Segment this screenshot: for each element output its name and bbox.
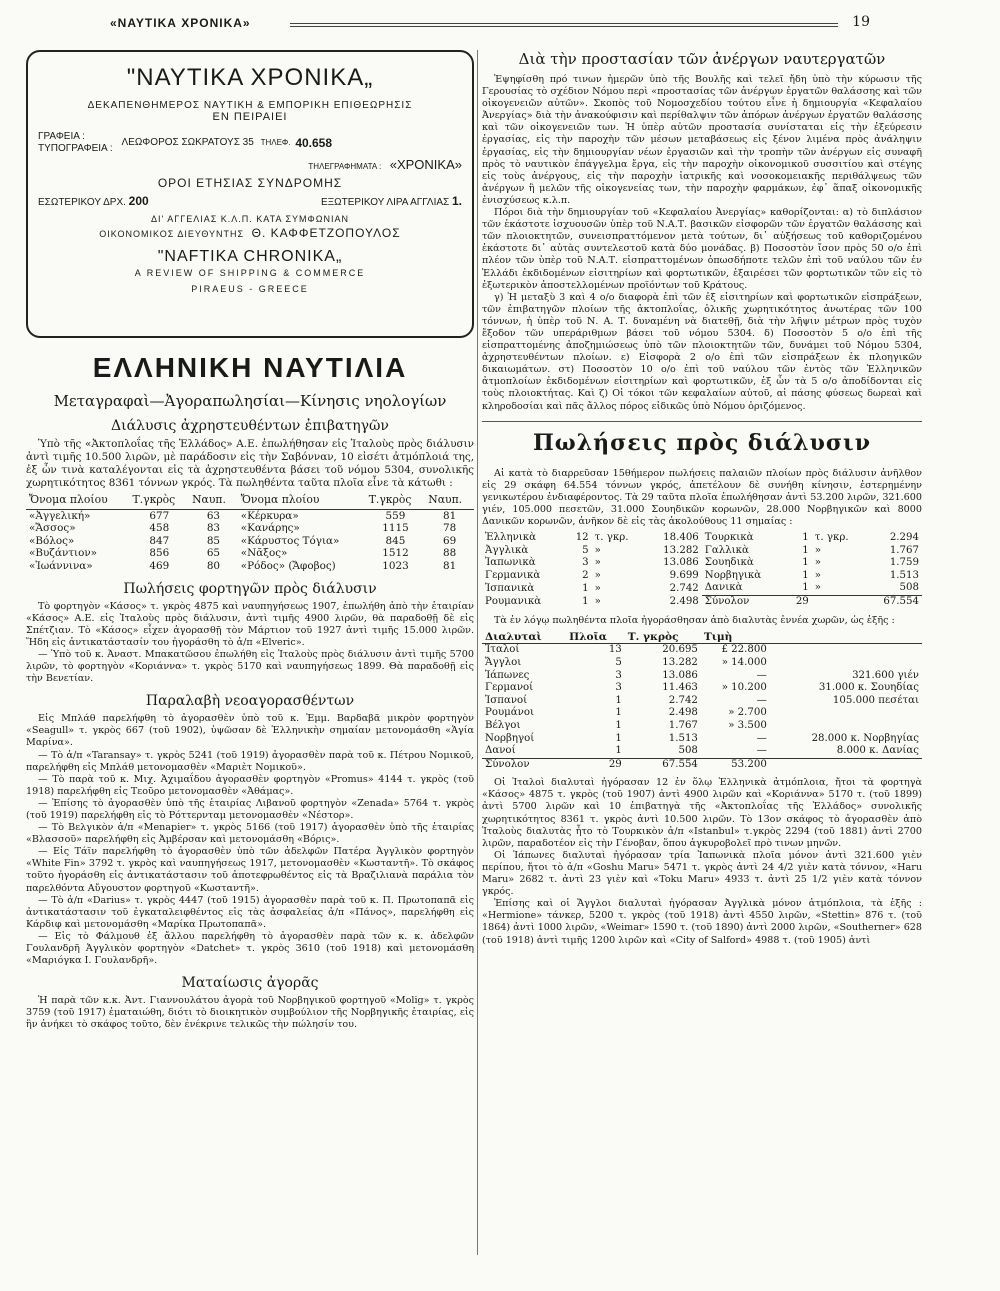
- cell: 3: [615, 669, 622, 681]
- paragraph: — Εἰς Τάϊν παρελήφθη τὸ ἀγορασθὲν ὑπὸ τῶν ἀδελφῶν Πατέρα Ἀγγλικὸν φορτηγὸν «White Fin» 3792 τ. γκρὸς καὶ ναυπηγήσεως 1917, μετονομασθὲν «Κωσταντῆ». Τὸ σκάφος τοῦτο ἠγοράσθη εἰς ἀντικατάστασιν τοῦ ἀποτεφρωθέντος εἰς τὰ Βραζιλιανὰ παράλια τὸν παρελθόντα Αὔγουστον φορτηγοῦ «Κωσταντῆ».: [26, 846, 474, 894]
- cell: 1: [582, 595, 589, 607]
- paragraph: Αἱ κατὰ τὸ διαρρεῦσαν 15θήμερον πωλήσεις παλαιῶν πλοίων πρὸς διάλυσιν ἀνῆλθον εἰς 29 σκάφη 64.554 τόννων γκρός, ἀπετέλουν δὲ συνήθη κίνησιν, ἐστερημένην γενικωτέρου ἐνδιαφέροντος. Τὰ 29 ταῦτα πλοῖα ἐπωλήθησαν ἀντὶ 53.200 λιρῶν, 321.600 γιέν, 105.000 πεσετῶν, 31.000 Σουηδικῶν κορωνῶν, 28.000 Νορβηγικῶν καὶ 8000 Δανικῶν κορωνῶν, ἀνῆκον δὲ εἰς τὰς ἀκολούθους 11 σημαίας :: [482, 467, 922, 527]
- masthead-latin-title: "NAFTIKA CHRONIKA„: [157, 248, 343, 265]
- masthead-telegram: [38, 157, 462, 172]
- cell: Ἰάπωνες: [485, 669, 530, 681]
- table-row: [482, 745, 922, 758]
- left-column: [26, 50, 474, 1031]
- col-header: Τιμὴ: [701, 631, 770, 644]
- col-header: Ὄνομα πλοίου: [238, 494, 366, 509]
- cell: 18.406: [663, 532, 699, 544]
- heading-dialysis: Διάλυσις ἀχρηστευθέντων ἐπιβατηγῶν: [111, 418, 389, 434]
- cell: Δανικὰ: [704, 582, 743, 594]
- cell: «Βόλος»: [29, 534, 75, 547]
- cell: Ρουμάνοι: [485, 707, 535, 719]
- table-row: [482, 682, 922, 695]
- cell: 2.498: [669, 595, 699, 607]
- cell: Σύνολον: [702, 596, 786, 609]
- table-row: [482, 596, 922, 609]
- cell: Ἄγγλοι: [485, 656, 522, 668]
- cell: 1115: [382, 522, 409, 535]
- paragraph: — Τὸ παρὰ τοῦ κ. Μιχ. Ἀχιμαΐδου ἀγορασθὲν φορτηγὸν «Promus» 4144 τ. γκρὸς (τοῦ 1918) παρελήφθη εἰς Τεοῦρο μετονομασθὲν «Ἀθάμας».: [26, 773, 474, 797]
- cell: Τουρκικὰ: [704, 532, 754, 544]
- table-row: [26, 547, 474, 560]
- cell: »: [594, 595, 601, 607]
- cell: 1.513: [668, 732, 698, 744]
- domestic-price: [38, 194, 149, 208]
- table-row: [482, 733, 922, 746]
- cell: »: [814, 569, 822, 581]
- cell: 1: [802, 582, 809, 594]
- section-rule: [482, 421, 922, 422]
- table-row: [482, 644, 922, 657]
- col-header: Τ. γκρὸς: [625, 631, 701, 644]
- col-header: [770, 631, 922, 644]
- cell: 67.554: [866, 596, 922, 609]
- heading-prostasia: Διὰ τὴν προστασίαν τῶν ἀνέργων ναυτεργατῶν: [518, 50, 886, 68]
- cell: 1: [802, 569, 809, 581]
- cell: 3: [582, 557, 589, 569]
- cell: 29: [566, 758, 625, 771]
- cell: 85: [206, 534, 221, 547]
- running-head: [110, 14, 870, 36]
- cell: 1023: [382, 559, 409, 572]
- table-total-row: [482, 758, 922, 771]
- cell: 83: [206, 522, 221, 535]
- table-row: [482, 695, 922, 708]
- table-row: [482, 670, 922, 683]
- cell: 845: [385, 534, 406, 547]
- cell: «Ἰωάννινα»: [29, 559, 93, 572]
- cell: 2.498: [668, 707, 698, 719]
- ships-table: [26, 494, 474, 573]
- cell: 1: [582, 582, 589, 594]
- table-row: [26, 509, 474, 522]
- cell: 847: [149, 534, 170, 547]
- table-row: [482, 720, 922, 733]
- cell: 80: [206, 559, 221, 572]
- subscription-prices: [38, 194, 462, 208]
- table-row: [482, 532, 922, 545]
- cell: 105.000 πεσέται: [832, 694, 919, 706]
- cell: 88: [443, 547, 457, 560]
- cell: 1512: [382, 547, 409, 560]
- cell: Νορβηγοί: [485, 732, 535, 744]
- cell: »: [814, 557, 822, 569]
- cell: 53.200: [701, 758, 770, 771]
- phone-number: 40.658: [295, 136, 333, 150]
- cell: Γερμανοί: [485, 682, 534, 694]
- cell: Ρουμανικὰ: [485, 595, 542, 607]
- cell: 508: [678, 745, 698, 757]
- masthead-latin-city: PIRAEUS - GREECE: [191, 284, 309, 294]
- table-row: [482, 557, 922, 570]
- cell: 2: [582, 569, 589, 581]
- cell: —: [756, 745, 767, 757]
- buyers-table-header: [482, 631, 922, 644]
- cell: 65: [206, 547, 221, 560]
- cell: 469: [149, 559, 170, 572]
- cell: » 10.200: [721, 682, 767, 694]
- cell: 1.513: [889, 569, 919, 581]
- cell: 81: [443, 559, 457, 572]
- cell: 13.086: [663, 557, 699, 569]
- cell: Γαλλικὰ: [704, 544, 749, 556]
- cell: Ἰταλοί: [485, 644, 520, 656]
- table-row: [26, 522, 474, 535]
- right-column: [482, 50, 922, 947]
- cell: 13.282: [662, 656, 698, 668]
- telegram-label: ΤΗΛΕΓΡΑΦΗΜΑΤΑ :: [308, 162, 382, 171]
- cell: 1: [802, 557, 809, 569]
- cell: 69: [443, 534, 457, 547]
- col-header: Τ.γκρὸς: [130, 494, 190, 509]
- cell: »: [594, 582, 601, 594]
- paragraph: Εἰς Μπλάθ παρελήφθη τὸ ἀγορασθὲν ὑπὸ τοῦ κ. Ἐμμ. Βαρδαβᾶ μικρὸν φορτηγὸν «Seagull» τ. γκρὸς 667 (τοῦ 1902), ὑψῶσαν δὲ Ἑλληνικὴν σημαίαν μετονομάσθη «Ἁγία Μαρίνα».: [26, 713, 474, 749]
- offices-label: ΓΡΑΦΕΙΑ : ΤΥΠΟΓΡΑΦΕΙΑ :: [38, 131, 113, 154]
- paragraph: Οἱ Ἰταλοὶ διαλυταὶ ἠγόρασαν 12 ἐν ὅλῳ Ἑλληνικὰ ἀτμόπλοια, ἤτοι τὰ φορτηγὰ «Κάσος» 4875 τ. γκρὸς (τοῦ 1907) ἀντὶ 4900 λιρῶν καὶ «Κοριάννα» 5170 τ. (τοῦ 1899) ἀντὶ 5700 λιρῶν καὶ 10 ἐπιβατηγὰ τῆς «Ἀκτοπλοΐας τῆς Ἑλλάδος» συνολικῆς χωρητικότητος 8361 τ. γκρὸς ἀντὶ 10.500 λιρῶν. Τὸ 13ον σκάφος τὸ ἀγορασθὲν ἀπὸ Ἰταλοὺς διαλυτὰς ἦτο τὸ Τουρκικὸν ἀ/π «Istanbul» τ.γκρὸς 2294 (τοῦ 1881) ἀντὶ 2700 λιρῶν, παραδοτέον εἰς τὴν Γένοβαν, ὅπου ἀγκυροβολεῖ πρὸ τινων μηνῶν.: [482, 777, 922, 849]
- cell: 8.000 κ. Δανίας: [836, 745, 919, 757]
- table-row: [482, 582, 922, 595]
- cell: «Βυζάντιον»: [29, 547, 98, 560]
- table-row: [482, 707, 922, 720]
- cell: 458: [149, 522, 170, 535]
- cell: 9.699: [669, 569, 699, 581]
- offices-address: ΛΕΩΦΟΡΟΣ ΣΩΚΡΑΤΟΥΣ 35: [121, 137, 254, 148]
- cell: 13.282: [663, 544, 699, 556]
- cell: »: [594, 557, 601, 569]
- cell: » 2.700: [728, 707, 767, 719]
- cell: 67.554: [625, 758, 701, 771]
- page-number: 19: [852, 14, 870, 30]
- section-subtitle: Μεταγραφαὶ—Ἀγοραπωλησίαι—Κίνησις νηολογίων: [53, 392, 447, 410]
- table-row: [482, 545, 922, 558]
- paragraph: — Ἐπίσης τὸ ἀγορασθὲν ὑπὸ τῆς ἑταιρίας Λιβανοῦ φορτηγὸν «Zenada» 5764 τ. γκρὸς (τοῦ 1919) παρελήφθη εἰς τὸ Ρόττερνταμ μετονομασθὲν «Νέστορ».: [26, 797, 474, 821]
- cell: [770, 644, 922, 657]
- phone-label: ΤΗΛΕΦ.: [260, 138, 291, 147]
- cell: Ἰσπανοί: [485, 694, 528, 706]
- cell: 508: [899, 582, 919, 594]
- nations-table: [482, 532, 922, 609]
- col-header: Ναυπ.: [189, 494, 238, 509]
- paragraph: — Τὸ ἀ/π «Darius» τ. γκρὸς 4447 (τοῦ 1915) ἀγορασθὲν παρὰ τοῦ κ. Π. Πρωτοπαπᾶ εἰς ἀντικατάστασιν τοῦ ἐγκαταλειφθέντος εἰς τὰς ἀσφαλείας ἀ/π «Πάνος», παρελήφθη εἰς Κάρδιφ καὶ μετονομάσθη «Μαρίκα Πρωτοπαπᾶ».: [26, 894, 474, 930]
- cell: Σύνολον: [482, 758, 566, 771]
- paragraph: Οἱ Ἰάπωνες διαλυταὶ ἠγόρασαν τρία Ἰαπωνικὰ πλοῖα μόνον ἀντὶ 321.600 γιὲν περίπου, ἤτοι τὸ ἀ/π «Goshu Maru» 5471 τ. γκρὸς ἀντὶ 24 4/2 γιὲν κατὰ τόννον, «Haru Maru» 2682 τ. ἀντὶ 23 γιὲν καὶ «Toku Maru» 4933 τ. ἀντὶ 25 1/2 γιὲν κατὰ τόννον γκρός.: [482, 849, 922, 898]
- col-header: Διαλυταὶ: [482, 631, 566, 644]
- cell: Βέλγοι: [485, 719, 521, 731]
- paragraph: Ἐψηφίσθη πρό τινων ἡμερῶν ὑπὸ τῆς Βουλῆς καὶ τελεῖ ἤδη ὑπὸ τὴν κύρωσιν τῆς Γερουσίας τὸ σχέδιον Νόμου περὶ «προστασίας τῶν ἀνέργων ἐργατῶν θαλάσσης καὶ τῶν οἰκογενειῶν αὐτῶν». Σκοπὸς τοῦ Νομοσχεδίου τούτου εἶνε ἡ δημιουργία «Κεφαλαίου Ἀνεργίας» διὰ τὴν ἀνακούφισιν καὶ περίθαλψιν τῶν ἀπόρων ἀνέργων ἐργατῶν θαλάσσης καὶ τῶν οἰκογενειῶν των. Ἡ ὑπὲρ αὐτῶν προστασία συνίσταται εἰς τὴν ἐξεύρεσιν ἐργασίας, εἰς τὴν παροχὴν τῶν μέσων μεταβάσεως εἰς ξένον λιμένα πρὸς ἀνάληψιν ἐργασίας, εἰς τὴν δημιουργίαν νέων ἐργασιῶν καὶ τὴν τροπὴν τῶν ἀνέργων εἰς συναφῆ πρὸς τὸ ναυτικὸν ἐπάγγελμα ἔργα, εἰς τὴν παροχὴν οἰκονομικοῦ συσσιτίου καὶ στέγης εἰς τοὺς ἀνέργους, εἰς τὴν παροχὴν ἰατρικῆς καὶ νοσοκομειακῆς περιθάλψεως τῶν ἀνέργων ἢ μελῶν τῆς οἰκογενείας των, τὴν παροχὴν φαρμάκων, ἐφ᾽ ἅπαξ οἰκονομικῆς ἐνισχύσεως κ.λ.π.: [482, 74, 922, 206]
- cell: [770, 657, 922, 670]
- cell: 63: [206, 509, 221, 522]
- cell: 1: [615, 732, 622, 744]
- cell: «Κέρκυρα»: [240, 509, 299, 522]
- cell: —: [756, 694, 767, 706]
- col-header: Τ.γκρὸς: [366, 494, 426, 509]
- cell: Ἰσπανικὰ: [485, 582, 535, 594]
- cell: »: [594, 569, 601, 581]
- paragraph: — Εἰς τὸ Φάλμουθ ἐξ ἄλλου παρελήφθη τὸ ἀγορασθὲν παρὰ τῶν κ. κ. ἀδελφῶν Γουλανδρῆ Ἀγγλικὸν φορτηγὸν «Datchet» τ. γκρὸς 3610 (τοῦ 1918) καὶ μετονομάσθη «Μαριόγκα Ι. Γουλανδρῆ».: [26, 930, 474, 967]
- heading-paralavi: Παραλαβὴ νεοαγορασθέντων: [145, 693, 355, 710]
- paragraph: Πόροι διὰ τὴν δημιουργίαν τοῦ «Κεφαλαίου Ἀνεργίας» καθορίζονται: α) τὸ διπλάσιον τῶν ἑκάστοτε ἰσχυουσῶν ὑπὲρ τοῦ Ν.Α.Τ. βασικῶν εἰσφορῶν τῶν ἐργατῶν θαλάσσης καὶ τῶν πλοιοκτητῶν, συνεισπραττόμενον μετὰ τούτων, δι᾽ αὐξήσεως τοῦ καθοριζομένου ἑκάστοτε δι᾽ αὐτὰς συντελεστοῦ κατὰ δύο μονάδας. β) Ποσοστὸν ἴσον πρὸς 50 ο/ο ἐπὶ πλέον τῶν ὑπὲρ τοῦ Ν.Α.Τ. εἰσπραττομένων ὁπωσδήποτε τελῶν ἐπὶ τοῦ ναύλου τῶν ἐν Ἑλλάδι ἐκδιδομένων εἰσιτηρίων καὶ φορτωτικῶν, ἐξαιρέσει τῶν φορτωτικῶν τῶν εἰς τὸ ἐξωτερικὸν ἀποστελλομένων προϊόντων τοῦ Κράτους.: [482, 207, 922, 291]
- cell: 1: [615, 719, 622, 731]
- foreign-price: [321, 194, 462, 208]
- cell: 1: [615, 707, 622, 719]
- cell: 5: [582, 544, 589, 556]
- cell: 1: [802, 532, 809, 544]
- cell: 1.767: [889, 544, 919, 556]
- cell: 3: [615, 682, 622, 694]
- col-header: Ναυπ.: [425, 494, 474, 509]
- cell: «Ρόδος» (Ἄφοβος): [240, 559, 336, 572]
- table-row: [482, 657, 922, 670]
- paragraph: — Τὸ Βελγικὸν ἀ/π «Menapier» τ. γκρὸς 5166 (τοῦ 1917) ἀγορασθὲν ὑπὸ τῆς ἑταιρίας «Βλασσοῦ» παρελήφθη εἰς Ἀμβέρσαν καὶ μετονομάσθη «Βόρις».: [26, 822, 474, 846]
- heading-poliseis: Πωλήσεις πρὸς διάλυσιν: [533, 429, 871, 456]
- cell: 559: [385, 509, 406, 522]
- cell: 31.000 κ. Σουηδίας: [818, 682, 919, 694]
- cell: 12: [575, 532, 589, 544]
- cell: 1.759: [889, 557, 919, 569]
- cell: 13: [608, 644, 622, 656]
- telegram-address: «ΧΡΟΝΙΚΑ»: [389, 157, 462, 172]
- paragraph: Ἡ παρὰ τῶν κ.κ. Ἀντ. Γιαννουλάτου ἀγορὰ τοῦ Νορβηγικοῦ φορτηγοῦ «Molig» τ. γκρὸς 3759 (τοῦ 1917) ἐματαιώθη, διότι τὸ διοικητικὸν συμβούλιον τῆς Νορβηγικῆς ἑταιρίας, εἰς ἣν ἀνήκει τὸ σκάφος τοῦτο, δὲν ἐνέκρινε τελικῶς τὴν πώλησίν του.: [26, 995, 474, 1031]
- cell: Ἀγγλικὰ: [485, 544, 529, 556]
- masthead-title: "ΝΑΥΤΙΚΑ ΧΡΟΝΙΚΑ„: [126, 64, 374, 91]
- buyers-table: [482, 631, 922, 772]
- table-row: [482, 570, 922, 583]
- cell: 677: [149, 509, 170, 522]
- paragraph: Ἐπίσης καὶ οἱ Ἄγγλοι διαλυταὶ ἠγόρασαν Ἀγγλικὰ μόνον ἀτμόπλοια, τὰ ἑξῆς : «Hermione» τάνκερ, 5200 τ. γκρὸς (τοῦ 1918) ἀντὶ 4550 λιρῶν, «Stettin» 876 τ. (τοῦ 1864) ἀντὶ 1000 λιρῶν, «Weimar» 1590 τ. (τοῦ 1890) ἀντὶ 2000 λιρῶν, «Southerner» 628 (τοῦ 1918) ἀντὶ τιμῆς 1200 λιρῶν καὶ «City of Salford» 4988 τ. (τοῦ 1905) ἀντὶ: [482, 898, 922, 946]
- cell: 81: [443, 509, 457, 522]
- table-row: [26, 560, 474, 573]
- cell: [770, 707, 922, 720]
- paragraph: Ὑπὸ τῆς «Ἀκτοπλοΐας τῆς Ἑλλάδος» Α.Ε. ἐπωλήθησαν εἰς Ἰταλοὺς πρὸς διάλυσιν ἀντὶ τιμῆς 10.500 λιρῶν, μὲ παράδοσιν εἰς τὴν Σαβόνναν, 10 εἰσέτι ἀτμόπλοιά της, ἐξ ὧν τινὰ καταλέγονται εἰς τὰ ἀχρηστευθέντα βάσει τοῦ νόμου 5304, συνολικῆς χωρητικότητος 8361 τόννων γκρός. Τὰ πωληθέντα ταῦτα πλοῖα εἶνε τὰ κάτωθι :: [26, 438, 474, 489]
- running-head-rule: [290, 23, 838, 27]
- cell: τ. γκρ.: [594, 532, 629, 544]
- director-line: [38, 226, 462, 240]
- ships-table-header: [26, 494, 474, 509]
- cell: »: [814, 544, 822, 556]
- cell: 1.767: [668, 719, 698, 731]
- cell: £ 22.800: [721, 644, 767, 656]
- cell: 11.463: [662, 682, 698, 694]
- cell: 28.000 κ. Νορβηγίας: [811, 732, 919, 744]
- col-header: Πλοῖα: [566, 631, 625, 644]
- cell: [770, 758, 922, 771]
- cell: 78: [443, 522, 457, 535]
- cell: 13.086: [662, 669, 698, 681]
- cell: Δανοί: [485, 745, 516, 757]
- cell: 856: [149, 547, 170, 560]
- cell: [770, 720, 922, 733]
- cell: 29: [786, 596, 812, 609]
- masthead-subtitle: ΔΕΚΑΠΕΝΘΗΜΕΡΟΣ ΝΑΥΤΙΚΗ & ΕΜΠΟΡΙΚΗ ΕΠΙΘΕΩΡΗΣΙΣ: [87, 100, 413, 111]
- paragraph: — Τὸ ἀ/π «Taransay» τ. γκρὸς 5241 (τοῦ 1919) ἀγορασθὲν παρὰ τοῦ κ. Πέτρου Νομικοῦ, παρελήφθη εἰς Μπλάθ μετονομασθὲν «Μαριὲτ Νομικοῦ».: [26, 749, 474, 773]
- domestic-label: ΕΣΩΤΕΡΙΚΟΥ ΔΡΧ.: [38, 197, 126, 208]
- cell: » 3.500: [728, 719, 767, 731]
- foreign-label: ΕΞΩΤΕΡΙΚΟΥ ΛΙΡΑ ΑΓΓΛΙΑΣ: [320, 197, 450, 208]
- cell: 5: [615, 656, 622, 668]
- cell: «Κανάρης»: [240, 522, 300, 535]
- col-header: Ὄνομα πλοίου: [26, 494, 130, 509]
- cell: 2.742: [669, 582, 699, 594]
- cell: Ἑλληνικὰ: [485, 532, 537, 544]
- cell: 20.695: [662, 644, 698, 656]
- table-row: [26, 535, 474, 548]
- section-title: ΕΛΛΗΝΙΚΗ ΝΑΥΤΙΛΙΑ: [92, 352, 408, 383]
- cell: τ. γκρ.: [814, 532, 849, 544]
- cell: [812, 596, 866, 609]
- subscription-heading: ΟΡΟΙ ΕΤΗΣΙΑΣ ΣΥΝΔΡΟΜΗΣ: [157, 176, 343, 190]
- domestic-value: 200: [128, 194, 149, 208]
- masthead-latin-subtitle: A REVIEW OF SHIPPING & COMMERCE: [134, 268, 366, 278]
- cell: »: [594, 544, 601, 556]
- paragraph: γ) Ἡ μεταξὺ 3 καὶ 4 ο/ο διαφορὰ ἐπὶ τῶν ἐξ εἰσιτηρίων καὶ φορτωτικῶν εἰσπράξεων, τῶν ἐπιβατηγῶν πλοίων τῆς ἀκτοπλοΐας, ὁλικῆς χωρητικότητος ἀνωτέρας τῶν 100 τόννων, ἡ ὑπὲρ τοῦ Ν. Α. Τ. δυναμένη νὰ διατεθῇ, διὰ τὴν λῆψιν μέτρων πρὸς τυχὸν ἔξοδον τῶν υπεράριθμων βάσει τοῦ νόμου 5304. δ) Ποσοστὸν 5 ο/ο ἐπὶ τῆς εἰσπραττομένης ἀποζημιώσεως ὑπὸ τῶν πλοιοκτητῶν τῶν, δυνάμει τοῦ Νόμου 5304, ἀχρηστευθέντων πλοίων. ε) Εἰσφορὰ 2 ο/ο ἐπὶ τῶν εἰσπράξεων ἐκ πλοηγικῶν δικαιωμάτων. στ) Ποσοστὸν 10 ο/ο ἐπὶ τοῦ ναύλου τῶν ἐντὸς τῶν Ἑλληνικῶν ἀτμοπλοίων ἐκδιδομένων εἰσιτηρίων καὶ φορτωτικῶν, ἐξ ὧν τὰ 5 ο/ο ἀποδίδονται εἰς τοὺς πλοιοκτήτας. Καὶ ζ) Οἱ τόκοι τῶν κεφαλαίων αὐτοῦ, αἱ πάσης φύσεως δωρεαὶ καὶ κληροδοσίαι καὶ πᾶς ἄλλος πόρος εἰδικῶς ὑπὸ Νόμου ὁριζόμενος.: [482, 291, 922, 412]
- cell: 321.600 γιέν: [852, 669, 919, 681]
- cell: 1: [615, 745, 622, 757]
- paragraph: Τὸ φορτηγὸν «Κάσος» τ. γκρὸς 4875 καὶ ναυπηγήσεως 1907, ἐπωλήθη ἀπὸ τὴν ἑταιρίαν «Κάσος» Α.Ε. εἰς Ἰταλοὺς πρὸς διάλυσιν, ἀντὶ τιμῆς 4900 λιρῶν, θὰ παραδοθῇ δὲ εἰς Σπέτζιαν. Τὸ «Κάσος» εἶχεν ἀγορασθῇ τὸν Μάρτιον τοῦ 1927 ἀντὶ τιμῆς 15.000 λιρῶν. Ἤδη εἰς ἀντικατάστασίν του ἠγοράσθη τὸ ἀ/π «Elveric».: [26, 600, 474, 648]
- cell: Σουηδικὰ: [704, 557, 754, 569]
- cell: «Νᾶξος»: [240, 547, 288, 560]
- running-head-title: «ΝΑΥΤΙΚΑ ΧΡΟΝΙΚΑ»: [110, 16, 251, 30]
- director-name: Θ. ΚΑΦΦΕΤΖΟΠΟΥΛΟΣ: [251, 226, 401, 240]
- masthead-offices: [38, 131, 462, 155]
- cell: »: [814, 582, 822, 594]
- cell: 1: [615, 694, 622, 706]
- cell: 2.294: [889, 532, 919, 544]
- paragraph: Τὰ ἐν λόγῳ πωληθέντα πλοῖα ἠγοράσθησαν ἀπὸ διαλυτὰς ἐννέα χωρῶν, ὡς ἑξῆς :: [494, 614, 895, 626]
- ads-note: ΔΙ' ΑΓΓΕΛΙΑΣ Κ.Λ.Π. ΚΑΤΑ ΣΥΜΦΩΝΙΑΝ: [151, 214, 349, 224]
- heading-fortigon: Πωλήσεις φορτηγῶν πρὸς διάλυσιν: [123, 580, 377, 597]
- cell: —: [756, 669, 767, 681]
- cell: —: [756, 732, 767, 744]
- masthead-box: [26, 50, 474, 338]
- heading-mataiosis: Ματαίωσις ἀγορᾶς: [181, 975, 319, 992]
- masthead-location: ΕΝ ΠΕΙΡΑΙΕΙ: [212, 111, 288, 123]
- cell: «Ἄσσος»: [29, 522, 76, 535]
- cell: 2.742: [668, 694, 698, 706]
- paragraph: — Ὑπὸ τοῦ κ. Ἀναστ. Μπακατῶσου ἐπωλήθη εἰς Ἰταλοὺς πρὸς διάλυσιν ἀντὶ τιμῆς 5700 λιρῶν, τὸ φορτηγὸν «Κοριάννα» τ. γκρὸς 5170 καὶ ναυπηγήσεως 1899. Θὰ παραδοθῇ εἰς τὴν Βενετίαν.: [26, 648, 474, 685]
- cell: Ἰαπωνικὰ: [485, 557, 536, 569]
- foreign-value: 1.: [451, 194, 462, 208]
- cell: 1: [802, 544, 809, 556]
- column-divider: [477, 50, 478, 1255]
- cell: » 14.000: [721, 656, 767, 668]
- cell: Νορβηγικὰ: [704, 569, 762, 581]
- cell: «Κάρυστος Τόγια»: [240, 534, 340, 547]
- director-label: ΟΙΚΟΝΟΜΙΚΟΣ ΔΙΕΥΘΥΝΤΗΣ: [99, 229, 245, 239]
- cell: Γερμανικὰ: [485, 569, 541, 581]
- cell: «Ἀγγελική»: [29, 509, 91, 522]
